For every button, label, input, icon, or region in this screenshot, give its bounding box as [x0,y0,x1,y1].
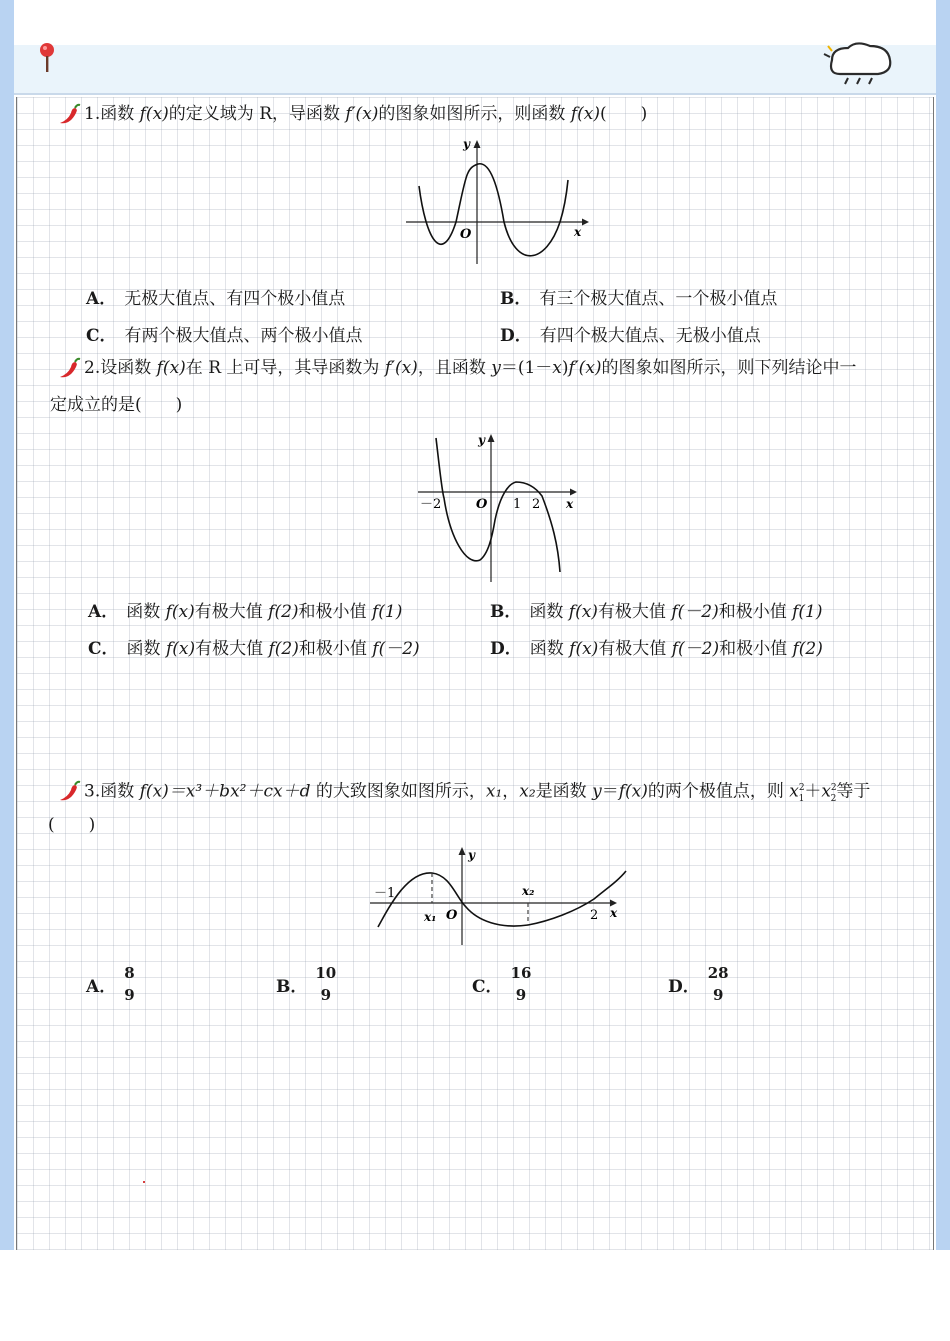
question-3-figure [370,845,632,949]
x-axis-label: x [574,225,582,239]
chili-pepper-icon [56,357,82,381]
red-ink-dot [143,1181,145,1183]
header-band [14,45,936,95]
question-3-stem-line-2: ( ) [48,815,96,835]
question-1-stem: 1.函数 f(x)的定义域为 R，导函数 f′(x)的图象如图所示，则函数 f(x)( ) [56,96,647,133]
derivative-curve [419,164,568,256]
x2-label: x₂ [522,884,535,898]
y-axis-arrow [459,847,466,855]
question-1-option-a[interactable]: A． 无极大值点、有四个极小值点 [86,289,346,309]
tick-label-neg2: －2 [420,497,442,512]
origin-label: O [446,908,458,923]
y-axis-label: y [463,137,470,151]
tick-label-neg1: －1 [374,886,396,901]
question-number: 3. [84,781,101,802]
origin-label: O [476,497,488,512]
x-axis-label: x [566,497,574,511]
question-3-option-d[interactable]: D． 28 9 [668,964,729,1004]
x-axis-arrow [570,489,577,496]
question-number: 2. [84,358,101,378]
question-3-option-c[interactable]: C． 16 9 [472,964,532,1004]
x1-label: x₁ [424,910,437,924]
chili-pepper-icon [56,780,82,804]
question-number: 1. [84,104,101,124]
question-2-option-a[interactable]: A． 函数 f(x)有极大值 f(2)和极小值 f(1) [88,602,403,622]
graph-curve [436,438,560,572]
x-axis-label: x [610,906,618,920]
tick-label-2: 2 [532,497,541,512]
tick-label-1: 1 [513,497,522,512]
tick-label-2: 2 [590,908,599,923]
question-3-option-a[interactable]: A． 8 9 [86,964,135,1004]
rain-cloud-icon [818,40,898,88]
question-2-option-b[interactable]: B． 函数 f(x)有极大值 f(－2)和极小值 f(1) [490,602,823,622]
question-3-option-b[interactable]: B． 10 9 [276,964,337,1004]
question-2-option-c[interactable]: C． 函数 f(x)有极大值 f(2)和极小值 f(－2) [88,639,420,659]
question-3-stem-line-1: 3.函数 f(x)＝x³＋bx²＋cx＋d 的大致图象如图所示，x₁，x₂是函数 y＝f(x)的两个极值点，则 $x^2_1+x^2_2$等于 [56,770,870,818]
y-axis-label: y [468,848,475,862]
cubic-curve [378,871,626,927]
question-1-option-c[interactable]: C． 有两个极大值点、两个极小值点 [86,326,363,346]
origin-label: O [460,227,472,242]
question-2-figure [418,432,582,584]
y-axis-arrow [474,140,481,148]
fraction: 28 9 [707,964,729,1004]
fraction: 8 9 [124,964,135,1004]
fraction: 16 9 [510,964,532,1004]
question-1-option-b[interactable]: B． 有三个极大值点、一个极小值点 [500,289,778,309]
fraction: 10 9 [315,964,337,1004]
question-1-option-d[interactable]: D． 有四个极大值点、无极小值点 [500,326,761,346]
left-frame-border [0,0,14,1250]
pushpin-icon [30,42,64,76]
question-2-option-d[interactable]: D． 函数 f(x)有极大值 f(－2)和极小值 f(2) [490,639,823,659]
chili-pepper-icon [56,103,82,127]
right-frame-border [936,0,950,1250]
question-2-stem-line-2: 定成立的是( ) [50,395,183,415]
y-axis-label: y [478,433,485,447]
x-axis-arrow [582,219,589,226]
question-1-figure [400,134,592,270]
y-axis-arrow [488,434,495,442]
question-2-stem-line-1: 2.设函数 f(x)在 R 上可导，其导函数为 f′(x)，且函数 y＝(1－x)f′(x)的图象如图所示，则下列结论中一 [56,350,857,387]
